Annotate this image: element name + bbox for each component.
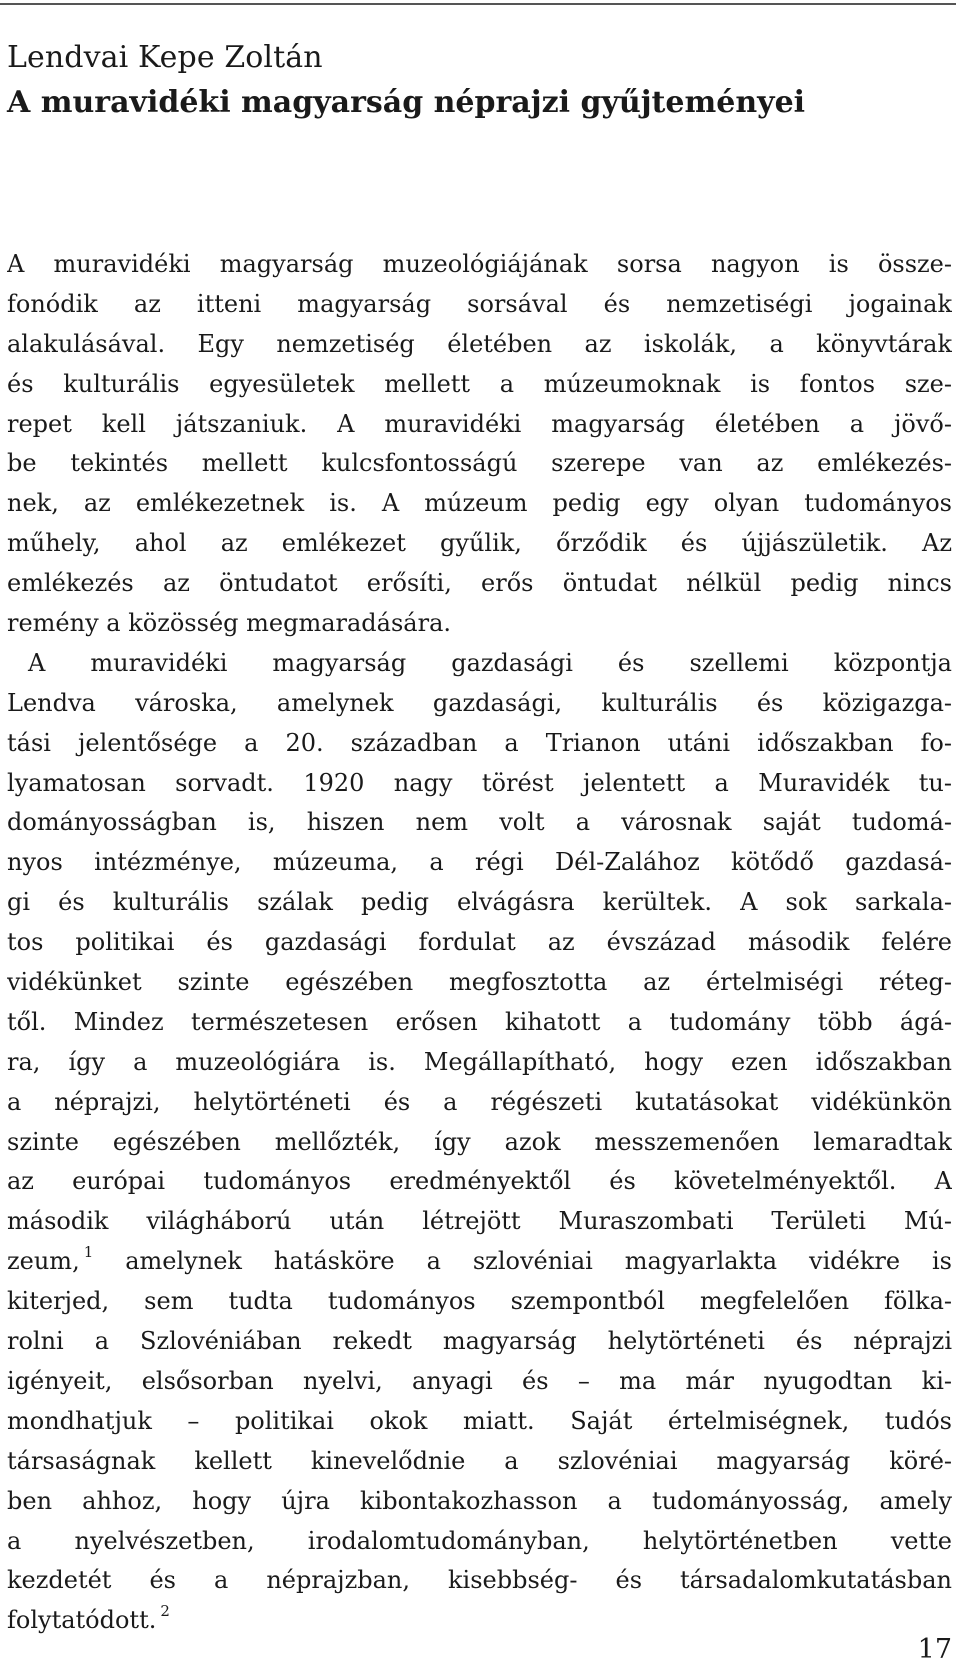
text-line: lyamatosan sorvadt. 1920 nagy törést jelentett a Muravidék tu- bbox=[7, 768, 952, 797]
text-line: től. Mindez természetesen erősen kihatott a tudomány több ágá- bbox=[7, 1007, 952, 1036]
text-line: ben ahhoz, hogy újra kibontakozhasson a tudományosság, amely bbox=[7, 1486, 952, 1515]
text-line: tási jelentősége a 20. században a Trianon utáni időszakban fo- bbox=[7, 728, 952, 757]
text-line: kezdetét és a néprajzban, kisebbség- és társadalomkutatásban bbox=[7, 1566, 952, 1595]
text-line: dományosságban is, hiszen nem volt a városnak saját tudomá- bbox=[7, 808, 952, 837]
text-line: és kulturális egyesületek mellett a múzeumoknak is fontos sze- bbox=[7, 369, 952, 398]
text-line: szinte egészében mellőzték, így azok messzemenően lemaradtak bbox=[7, 1127, 952, 1156]
text-line: a néprajzi, helytörténeti és a régészeti kutatásokat vidékünkön bbox=[7, 1087, 952, 1116]
text-line: A muravidéki magyarság muzeológiájának sorsa nagyon is össze- bbox=[7, 250, 952, 278]
text-line: repet kell játszaniuk. A muravidéki magyarság életében a jövő- bbox=[7, 409, 952, 438]
text-line: tos politikai és gazdasági fordulat az évszázad második felére bbox=[7, 928, 952, 957]
text-fragment: zeum, bbox=[7, 1247, 80, 1276]
text-line: fonódik az itteni magyarság sorsával és nemzetiségi jogainak bbox=[7, 289, 952, 318]
text-line: rolni a Szlovéniában rekedt magyarság helytörténeti és néprajzi bbox=[7, 1327, 952, 1356]
text-line: műhely, ahol az emlékezet gyűlik, őrződik és újjászületik. Az bbox=[7, 529, 952, 558]
text-fragment: amelynek hatásköre a szlovéniai magyarlakta vidékre is bbox=[125, 1247, 952, 1276]
footnote-marker: 2 bbox=[160, 1602, 170, 1621]
text-line: gi és kulturális szálak pedig elvágásra kerültek. A sok sarkala- bbox=[7, 888, 952, 917]
text-line: társaságnak kellett kinevelődnie a szlovéniai magyarság köré- bbox=[7, 1446, 952, 1475]
text-line: A muravidéki magyarság gazdasági és szellemi központja bbox=[28, 648, 952, 677]
text-line: be tekintés mellett kulcsfontosságú szerepe van az emlékezés- bbox=[7, 449, 952, 478]
text-line: emlékezés az öntudatot erősíti, erős öntudat nélkül pedig nincs bbox=[7, 569, 952, 598]
text-line-footnote-1 bbox=[7, 1242, 952, 1282]
text-line: igényeit, elsősorban nyelvi, anyagi és – ma már nyugodtan ki- bbox=[7, 1366, 952, 1395]
text-line: második világháború után létrejött Muraszombati Területi Mú- bbox=[7, 1207, 952, 1236]
text-line: mondhatjuk – politikai okok miatt. Saját értelmiségnek, tudós bbox=[7, 1406, 952, 1435]
text-line-footnote-2 bbox=[7, 1601, 952, 1641]
text-line: ra, így a muzeológiára is. Megállapítható, hogy ezen időszakban bbox=[7, 1047, 952, 1076]
text-line: nek, az emlékezetnek is. A múzeum pedig egy olyan tudományos bbox=[7, 489, 952, 518]
text-line: a nyelvészetben, irodalomtudományban, helytörténetben vette bbox=[7, 1526, 952, 1555]
author-name: Lendvai Kepe Zoltán bbox=[7, 40, 323, 75]
text-line: remény a közösség megmaradására. bbox=[7, 609, 452, 638]
body-text bbox=[7, 245, 952, 1641]
text-line: vidékünket szinte egészében megfosztotta az értelmiségi réteg- bbox=[7, 968, 952, 997]
text-line: az európai tudományos eredményektől és követelményektől. A bbox=[7, 1167, 952, 1196]
article-title: A muravidéki magyarság néprajzi gyűjteményei bbox=[7, 85, 806, 120]
top-rule bbox=[0, 3, 956, 5]
text-line: Lendva városka, amelynek gazdasági, kulturális és közigazga- bbox=[7, 688, 952, 717]
text-line: nyos intézménye, múzeuma, a régi Dél-Zalához kötődő gazdasá- bbox=[7, 848, 952, 877]
page-number: 17 bbox=[917, 1634, 952, 1665]
text-line: kiterjed, sem tudta tudományos szempontból megfelelően fölka- bbox=[7, 1287, 952, 1316]
footnote-marker: 1 bbox=[83, 1243, 94, 1262]
text-line: alakulásával. Egy nemzetiség életében az iskolák, a könyvtárak bbox=[7, 329, 952, 358]
text-fragment: folytatódott. bbox=[7, 1606, 157, 1635]
